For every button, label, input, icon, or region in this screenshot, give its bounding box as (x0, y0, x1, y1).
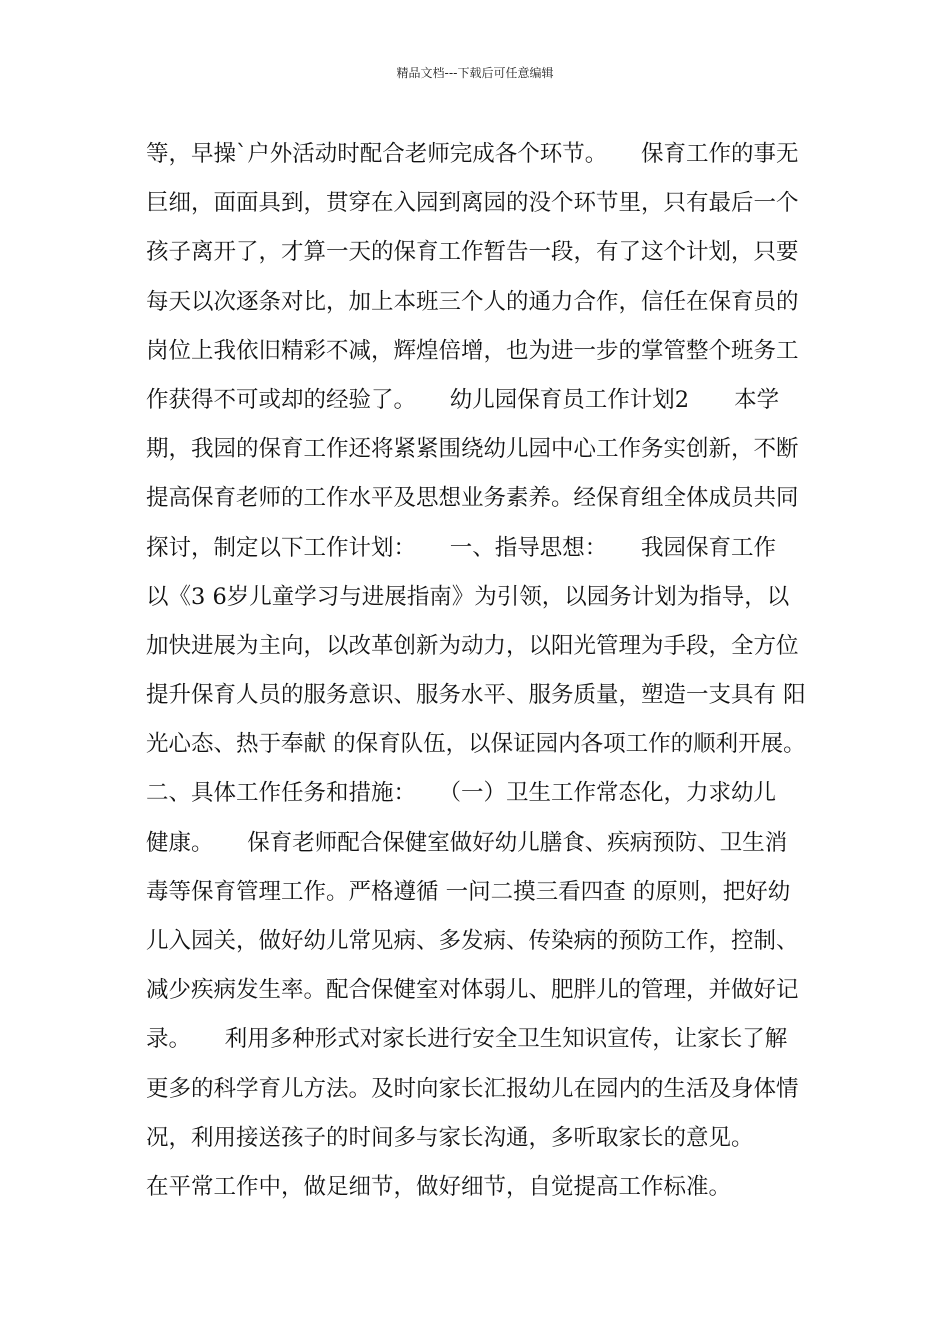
text-line: 二、具体工作任务和措施： （一）卫生工作常态化，力求幼儿 (146, 780, 777, 807)
text-line: 提高保育老师的工作水平及思想业务素养。经保育组全体成员共同 (146, 485, 799, 512)
text-line: 期，我园的保育工作还将紧紧围绕幼儿园中心工作务实创新，不断 (146, 436, 799, 463)
text-line: 更多的科学育儿方法。及时向家长汇报幼儿在园内的生活及身体情 (146, 1075, 799, 1102)
text-line: 作获得不可或却的经验了。 幼儿园保育员工作计划2 本学 (146, 386, 780, 413)
text-line: 毒等保育管理工作。严格遵循 一问二摸三看四查 的原则，把好幼 (146, 878, 791, 905)
document-body (146, 130, 810, 1212)
text-line: 儿入园关，做好幼儿常见病、多发病、传染病的预防工作，控制、 (146, 928, 799, 954)
text-line: 巨细，面面具到，贯穿在入园到离园的没个环节里，只有最后一个 (146, 190, 799, 217)
text-line: 光心态、热于奉献 的保育队伍，以保证园内各项工作的顺利开展。 (146, 731, 806, 758)
text-line: 健康。 保育老师配合保健室做好幼儿膳食、疾病预防、卫生消 (146, 829, 788, 856)
text-line: 岗位上我依旧精彩不减，辉煌倍增，也为进一步的掌管整个班务工 (146, 337, 799, 364)
text-line: 减少疾病发生率。配合保健室对体弱儿、肥胖儿的管理，并做好记 (146, 977, 799, 1004)
text-line: 以《3 6岁儿童学习与进展指南》为引领，以园务计划为指导，以 (146, 583, 790, 610)
text-line: 孩子离开了，才算一天的保育工作暂告一段，有了这个计划，只要 (146, 239, 799, 266)
text-line: 在平常工作中，做足细节，做好细节，自觉提高工作标准。 (146, 1173, 732, 1200)
page-header: 精品文档---下载后可任意编辑 (396, 66, 554, 80)
text-line: 等，早操`户外活动时配合老师完成各个环节。 保育工作的事无 (146, 141, 799, 167)
text-line: 况，利用接送孩子的时间多与家长沟通，多听取家长的意见。 (146, 1124, 754, 1151)
text-line: 提升保育人员的服务意识、服务水平、服务质量，塑造一支具有 阳 (146, 682, 806, 709)
text-line: 每天以次逐条对比，加上本班三个人的通力合作，信任在保育员的 (146, 288, 799, 315)
text-line: 录。 利用多种形式对家长进行安全卫生知识宣传，让家长了解 (146, 1026, 788, 1053)
text-line: 探讨，制定以下工作计划： 一、指导思想： 我园保育工作 (146, 534, 777, 561)
text-line: 加快进展为主向，以改革创新为动力，以阳光管理为手段，全方位 (146, 632, 799, 659)
